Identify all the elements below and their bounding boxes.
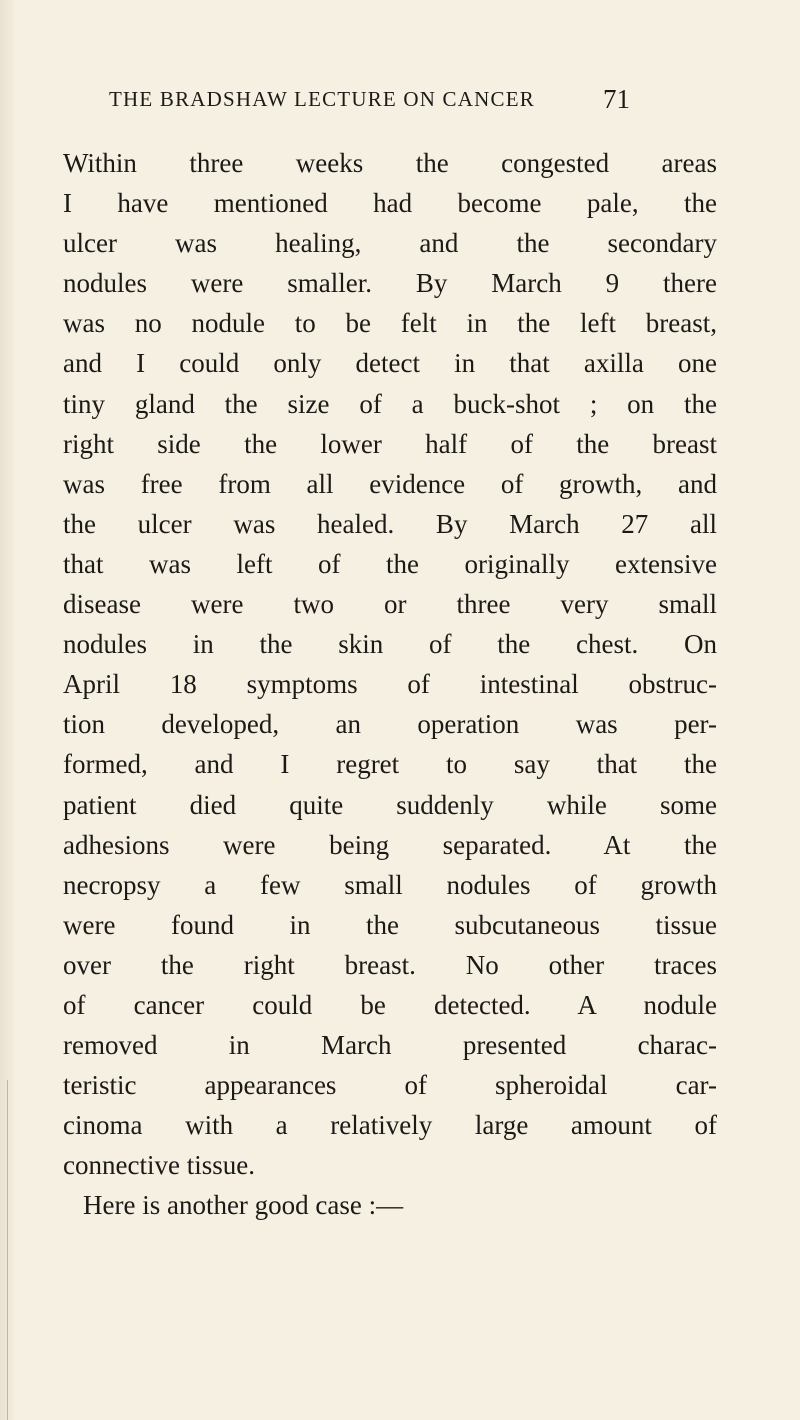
text-line: cinoma with a relatively large amount of bbox=[63, 1110, 717, 1141]
text-line: were found in the subcutaneous tissue bbox=[63, 909, 717, 940]
text-line: ulcer was healing, and the secondary bbox=[63, 228, 717, 259]
text-line: right side the lower half of the breast bbox=[63, 428, 717, 459]
text-line: disease were two or three very small bbox=[63, 589, 717, 620]
text-line: Within three weeks the congested areas bbox=[63, 148, 717, 178]
page-number: 71 bbox=[603, 84, 630, 114]
text-line: I have mentioned had become pale, the bbox=[63, 188, 717, 219]
text-line: necropsy a few small nodules of growth bbox=[63, 869, 717, 900]
text-line: April 18 symptoms of intestinal obstruc- bbox=[63, 669, 717, 700]
text-line: formed, and I regret to say that the bbox=[63, 749, 717, 780]
closing-line: Here is another good case :— bbox=[83, 1190, 404, 1221]
text-line: was free from all evidence of growth, and bbox=[63, 468, 717, 499]
body-text bbox=[63, 143, 717, 1226]
text-line: over the right breast. No other traces bbox=[63, 949, 717, 980]
text-line: teristic appearances of spheroidal car- bbox=[63, 1070, 717, 1101]
text-line: was no nodule to be felt in the left breast, bbox=[63, 308, 717, 339]
text-line: nodules in the skin of the chest. On bbox=[63, 629, 717, 660]
text-line: the ulcer was healed. By March 27 all bbox=[63, 508, 717, 539]
text-line: nodules were smaller. By March 9 there bbox=[63, 268, 717, 299]
running-title: THE BRADSHAW LECTURE ON CANCER bbox=[109, 87, 535, 111]
text-line: adhesions were being separated. At the bbox=[63, 829, 717, 860]
binding-edge-line bbox=[7, 1080, 8, 1420]
text-line: that was left of the originally extensive bbox=[63, 548, 717, 579]
text-line: connective tissue. bbox=[63, 1150, 255, 1181]
text-line: tion developed, an operation was per- bbox=[63, 709, 717, 740]
text-line: tiny gland the size of a buck-shot ; on the bbox=[63, 388, 717, 419]
text-line: of cancer could be detected. A nodule bbox=[63, 989, 717, 1020]
text-line: removed in March presented charac- bbox=[63, 1030, 717, 1061]
text-line: patient died quite suddenly while some bbox=[63, 789, 717, 820]
text-line: and I could only detect in that axilla one bbox=[63, 348, 717, 379]
